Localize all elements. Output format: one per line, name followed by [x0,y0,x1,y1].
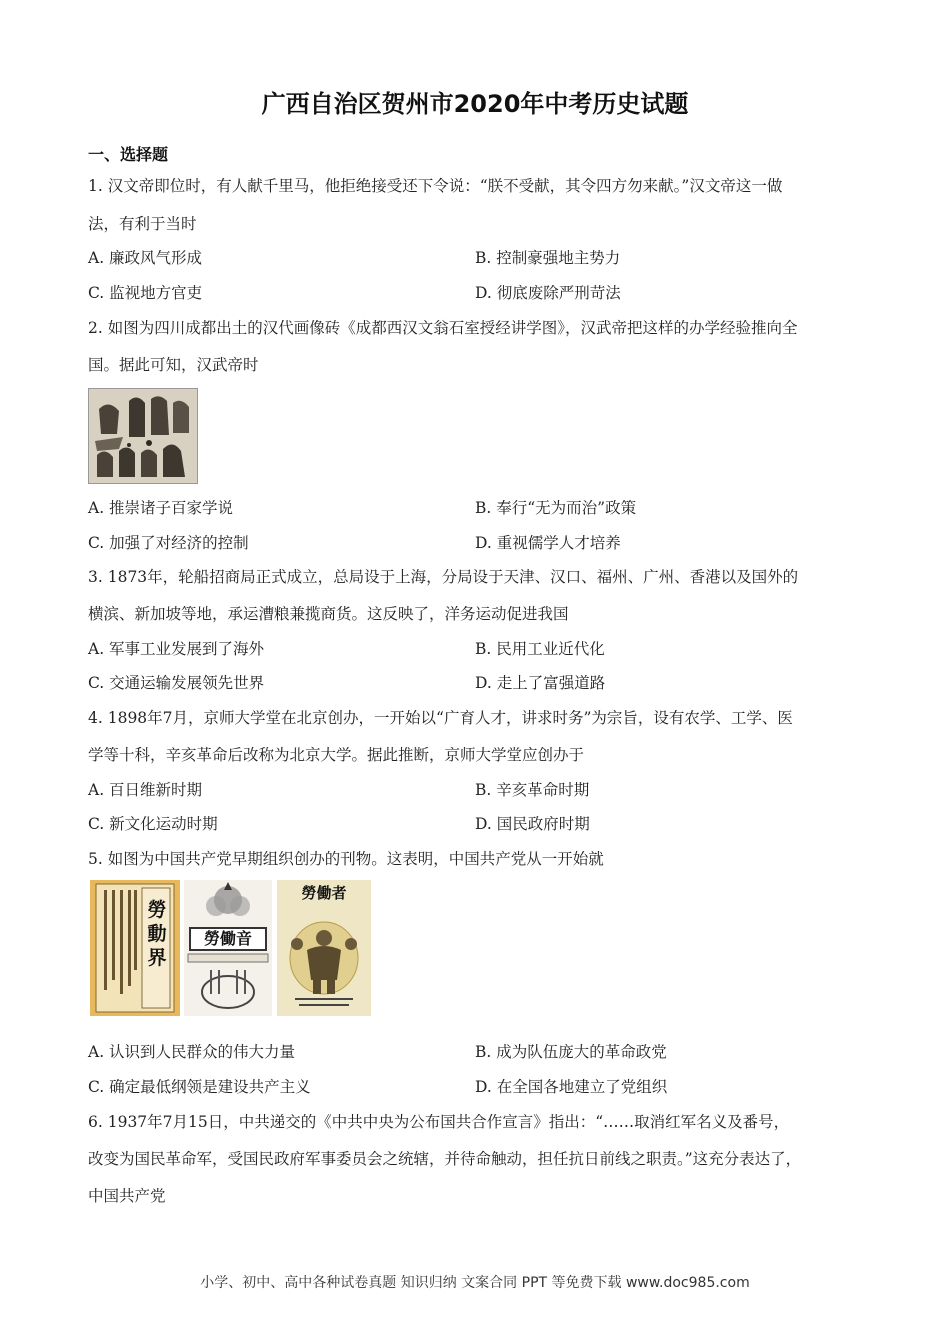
magazine-3-title: 勞働者 [301,884,347,902]
q2-line-1: 2. 如图为四川成都出土的汉代画像砖《成都西汉文翁石室授经讲学图》，汉武帝把这样的办学经验推向全 [88,319,798,337]
q4-option-d: D. 国民政府时期 [475,815,590,833]
section-heading: 一、选择题 [88,145,169,164]
page-title: 广西自治区贺州市2020年中考历史试题 [261,90,689,118]
q1-line-1: 1. 汉文帝即位时，有人献千里马，他拒绝接受还下令说：“朕不受献，其令四方勿来献。”汉文帝这一做 [88,177,783,195]
q2-option-a: A. 推崇诸子百家学说 [88,499,234,517]
q3-line-2: 横滨、新加坡等地，承运漕粮兼揽商货。这反映了，洋务运动促进我国 [88,605,569,623]
q4-line-1: 4. 1898年7月，京师大学堂在北京创办，一开始以“广育人才，讲求时务”为宗旨，设有农学、工学、医 [88,709,793,727]
q3-option-d: D. 走上了富强道路 [475,674,606,692]
q6-line-3: 中国共产党 [88,1187,166,1205]
q5-option-c: C. 确定最低纲领是建设共产主义 [88,1078,311,1096]
q2-option-b: B. 奉行“无为而治”政策 [475,499,637,517]
q1-option-b: B. 控制豪强地主势力 [475,249,621,267]
q1-line-2: 法，有利于当时 [88,215,197,233]
q2-option-d: D. 重视儒学人才培养 [475,534,621,552]
magazine-cover-3 [277,880,371,1016]
q1-option-a: A. 廉政风气形成 [88,249,203,267]
q5-option-a: A. 认识到人民群众的伟大力量 [88,1043,296,1061]
q4-option-b: B. 辛亥革命时期 [475,781,590,799]
q5-line-1: 5. 如图为中国共产党早期组织创办的刊物。这表明，中国共产党从一开始就 [88,850,604,868]
q3-option-a: A. 军事工业发展到了海外 [88,640,265,658]
q6-line-2: 改变为国民革命军，受国民政府军事委员会之统辖，并待命触动，担任抗日前线之职责。”这充分表达了， [88,1150,802,1168]
q3-option-b: B. 民用工业近代化 [475,640,605,658]
magazine-2-title: 勞働音 [203,929,252,948]
q3-line-1: 3. 1873年，轮船招商局正式成立，总局设于上海，分局设于天津、汉口、福州、广州、香港以及国外的 [88,568,799,586]
q2-option-c: C. 加强了对经济的控制 [88,534,249,552]
han-brick-relief-image [88,388,198,484]
q4-option-c: C. 新文化运动时期 [88,815,218,833]
q4-line-2: 学等十科，辛亥革命后改称为北京大学。据此推断，京师大学堂应创办于 [88,746,585,764]
page-footer: 小学、初中、高中各种试卷真题 知识归纳 文案合同 PPT 等免费下载 www.doc985.com [200,1275,750,1291]
q5-option-d: D. 在全国各地建立了党组织 [475,1078,668,1096]
relief-figures [89,389,197,483]
q3-option-c: C. 交通运输发展领先世界 [88,674,265,692]
magazine-cover-1 [90,880,180,1016]
q1-option-d: D. 彻底废除严刑苛法 [475,284,621,302]
magazine-cover-2 [184,880,272,1016]
q5-option-b: B. 成为队伍庞大的革命政党 [475,1043,667,1061]
magazine-1-title: 勞動界 [147,899,167,969]
q4-option-a: A. 百日维新时期 [88,781,203,799]
q1-option-c: C. 监视地方官吏 [88,284,203,302]
q2-line-2: 国。据此可知，汉武帝时 [88,356,259,374]
q6-line-1: 6. 1937年7月15日，中共递交的《中共中央为公布国共合作宣言》指出：“……取消红军名义及番号， [88,1113,790,1131]
